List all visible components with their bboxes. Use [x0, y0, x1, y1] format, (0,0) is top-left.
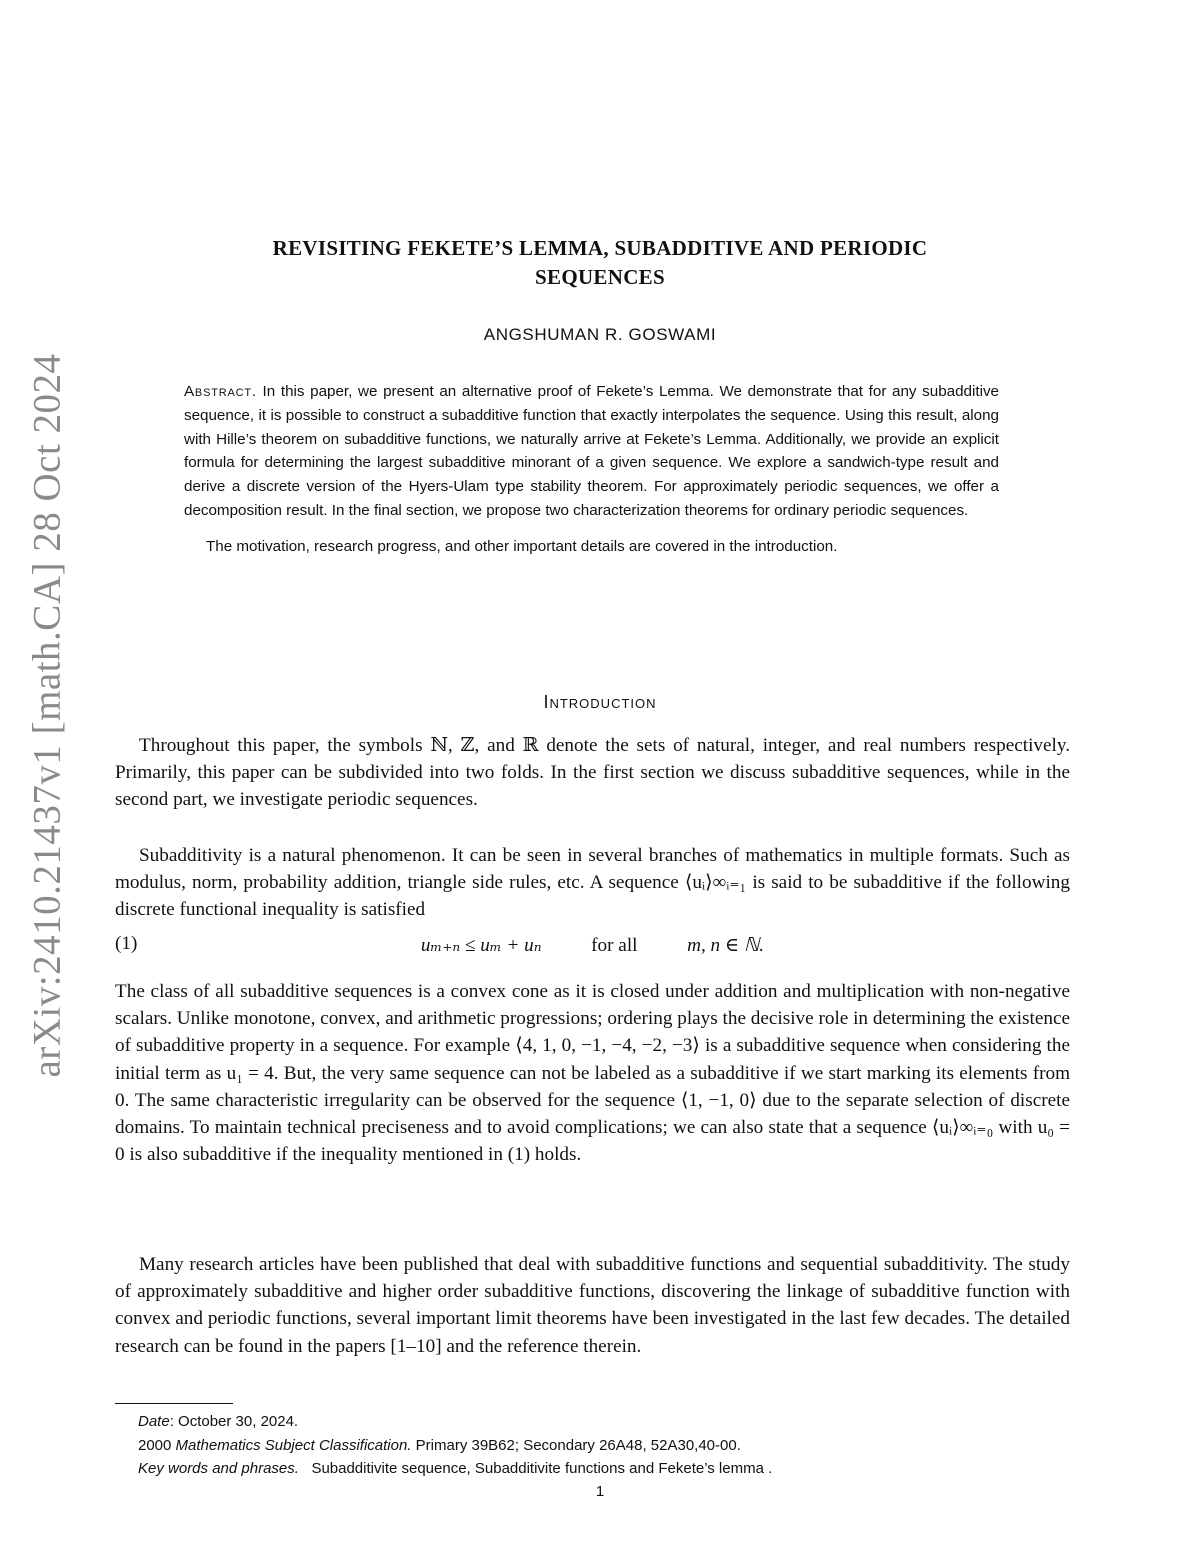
intro-paragraph-2: Subadditivity is a natural phenomenon. It can be seen in several branches of mathematics in multiple formats. Such as modulus, norm, probability addition, triangle side rules, etc. A sequence ⟨uᵢ⟩∞ᵢ₌₁ is said to be subadditive if the following discrete functional inequality is satisfied	[115, 845, 1070, 921]
equation-formula: uₘ₊ₙ ≤ uₘ + uₙ	[420, 935, 542, 956]
msc-value: Primary 39B62; Secondary 26A48, 52A30,40-00.	[415, 1436, 741, 1454]
msc-label: Mathematics Subject Classification.	[175, 1436, 412, 1454]
footnotes	[138, 1410, 1068, 1481]
title-line-2: SEQUENCES	[535, 265, 665, 289]
arxiv-stamp-text: arXiv:2410.21437v1 [math.CA] 28 Oct 2024	[25, 352, 69, 1078]
footnote-msc	[138, 1434, 1068, 1458]
equation-qualifier: for all	[591, 935, 638, 956]
keywords-value: Subadditivite sequence, Subadditivite functions and Fekete’s lemma .	[311, 1460, 773, 1477]
keywords-label: Key words and phrases.	[138, 1460, 299, 1477]
title-line-1: REVISITING FEKETE’S LEMMA, SUBADDITIVE AND PERIODIC	[272, 236, 928, 260]
intro-paragraph-3: The class of all subadditive sequences is a convex cone as it is closed under addition and multiplication with non-negative scalars. Unlike monotone, convex, and arithmetic progressions; ordering plays the decisive role in determining the existence of subadditive property in a sequence. For example ⟨4, 1, 0, −1, −4, −2, −3⟩ is a subadditive sequence when considering the initial term as u₁ = 4. But, the very same sequence can not be labeled as a subadditive if we start marking its elements from 0. The same characteristic irregularity can be observed for the sequence ⟨1, −1, 0⟩ due to the separate selection of discrete domains. To maintain technical preciseness and to avoid complications; we can also state that a sequence ⟨uᵢ⟩∞ᵢ₌₀ with u₀ = 0 is also subadditive if the inequality mentioned in (1) holds.	[115, 981, 1070, 1166]
date-label: Date	[138, 1413, 170, 1430]
equation-body	[115, 933, 1070, 957]
abstract-text: In this paper, we present an alternative proof of Fekete’s Lemma. We demonstrate that for any subadditive sequence, it is possible to construct a subadditive function that exactly interpolates the sequence. Using this result, along with Hille’s theorem on subadditive functions, we naturally arrive at Fekete’s Lemma. Additionally, we provide an explicit formula for determining the largest subadditive minorant of a given sequence. We explore a sandwich-type result and derive a discrete version of the Hyers-Ulam type stability theorem. For approximately periodic sequences, we offer a decomposition result. In the final section, we propose two characterization theorems for ordinary periodic sequences.	[184, 383, 999, 519]
equation-number: (1)	[115, 933, 138, 954]
author: ANGSHUMAN R. GOSWAMI	[483, 325, 717, 344]
msc-year: 2000	[138, 1436, 172, 1454]
arxiv-stamp	[23, 345, 71, 1085]
section-title: Introduction	[543, 692, 657, 712]
footnote-date	[138, 1410, 1068, 1434]
date-value: : October 30, 2024.	[169, 1413, 299, 1430]
footnote-keywords	[138, 1457, 1068, 1481]
paper-title	[140, 234, 1060, 292]
abstract-body	[184, 380, 999, 523]
intro-paragraph-1: Throughout this paper, the symbols ℕ, ℤ, and ℝ denote the sets of natural, integer, and real numbers respectively. Primarily, this paper can be subdivided into two folds. In the first section we discuss subadditive sequences, while in the second part, we investigate periodic sequences.	[115, 735, 1070, 811]
equation-domain: m, n ∈ ℕ.	[687, 935, 765, 956]
equation-1	[115, 933, 1070, 963]
page-number: 1	[595, 1483, 605, 1500]
abstract	[184, 380, 999, 559]
abstract-note: The motivation, research progress, and other important details are covered in the introduction.	[206, 537, 838, 555]
intro-paragraph-4: Many research articles have been published that deal with subadditive functions and sequential subadditivity. The study of approximately subadditive and higher order subadditive functions, discovering the linkage of subadditive function with convex and periodic functions, several important limit theorems have been investigated in the last few decades. The detailed research can be found in the papers [1–10] and the reference therein.	[115, 1254, 1070, 1357]
footnote-rule	[115, 1403, 233, 1404]
abstract-label: Abstract.	[184, 383, 257, 400]
